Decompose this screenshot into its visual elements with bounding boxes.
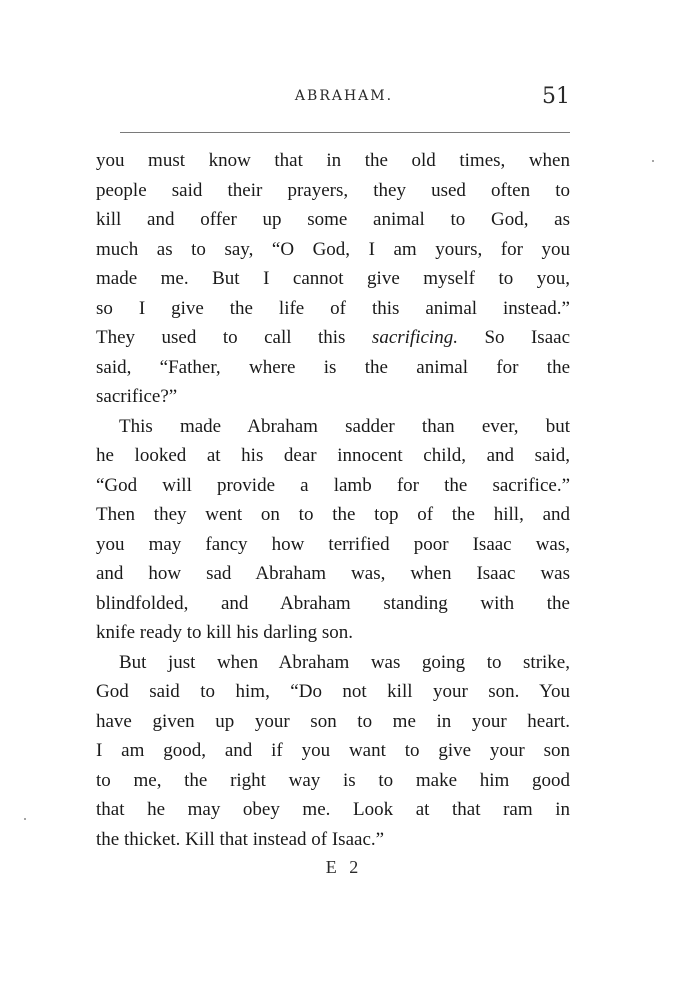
text-line: I am good, and if you want to give your son [96, 740, 570, 761]
text-line: and how sad Abraham was, when Isaac was [96, 563, 570, 584]
text-segment: So Isaac [484, 327, 571, 348]
italic-term: sacrificing. [371, 327, 458, 348]
text-line: he looked at his dear innocent child, and said, [96, 445, 570, 466]
text-line: the thicket. Kill that instead of Isaac.” [96, 828, 385, 850]
text-line: that he may obey me. Look at that ram in [96, 799, 570, 820]
text-line: Then they went on to the top of the hill, and [96, 504, 570, 525]
paper-speck [652, 160, 654, 162]
text-line: people said their prayers, they used often to [96, 179, 570, 201]
text-line: made me. But I cannot give myself to you, [96, 268, 570, 289]
text-line: you may fancy how terrified poor Isaac was, [96, 533, 570, 555]
text-line: to me, the right way is to make him good [96, 769, 570, 791]
text-line-mixed [96, 323, 570, 353]
text-line: said, “Father, where is the animal for the [96, 356, 570, 378]
text-line: much as to say, “O God, I am yours, for you [96, 238, 570, 260]
page-number: 51 [542, 84, 570, 109]
text-line: sacrifice?” [96, 386, 178, 407]
header-rule [120, 132, 570, 133]
text-segment: They used to call this [96, 327, 346, 348]
text-line: kill and offer up some animal to God, as [96, 209, 570, 230]
text-line: This made Abraham sadder than ever, but [119, 415, 570, 437]
paper-speck [24, 818, 26, 820]
signature-mark: E 2 [325, 857, 363, 877]
running-header-title: ABRAHAM. [294, 88, 394, 104]
body-text [96, 146, 570, 854]
text-line: blindfolded, and Abraham standing with the [96, 592, 570, 614]
text-line: so I give the life of this animal instead.” [96, 297, 570, 319]
text-line: God said to him, “Do not kill your son. You [96, 681, 570, 702]
text-line: knife ready to kill his darling son. [96, 622, 353, 643]
text-line: But just when Abraham was going to strike, [119, 651, 570, 673]
text-line: you must know that in the old times, when [96, 150, 570, 171]
text-line: have given up your son to me in your heart. [96, 710, 570, 732]
text-line: “God will provide a lamb for the sacrifice.” [96, 474, 570, 496]
